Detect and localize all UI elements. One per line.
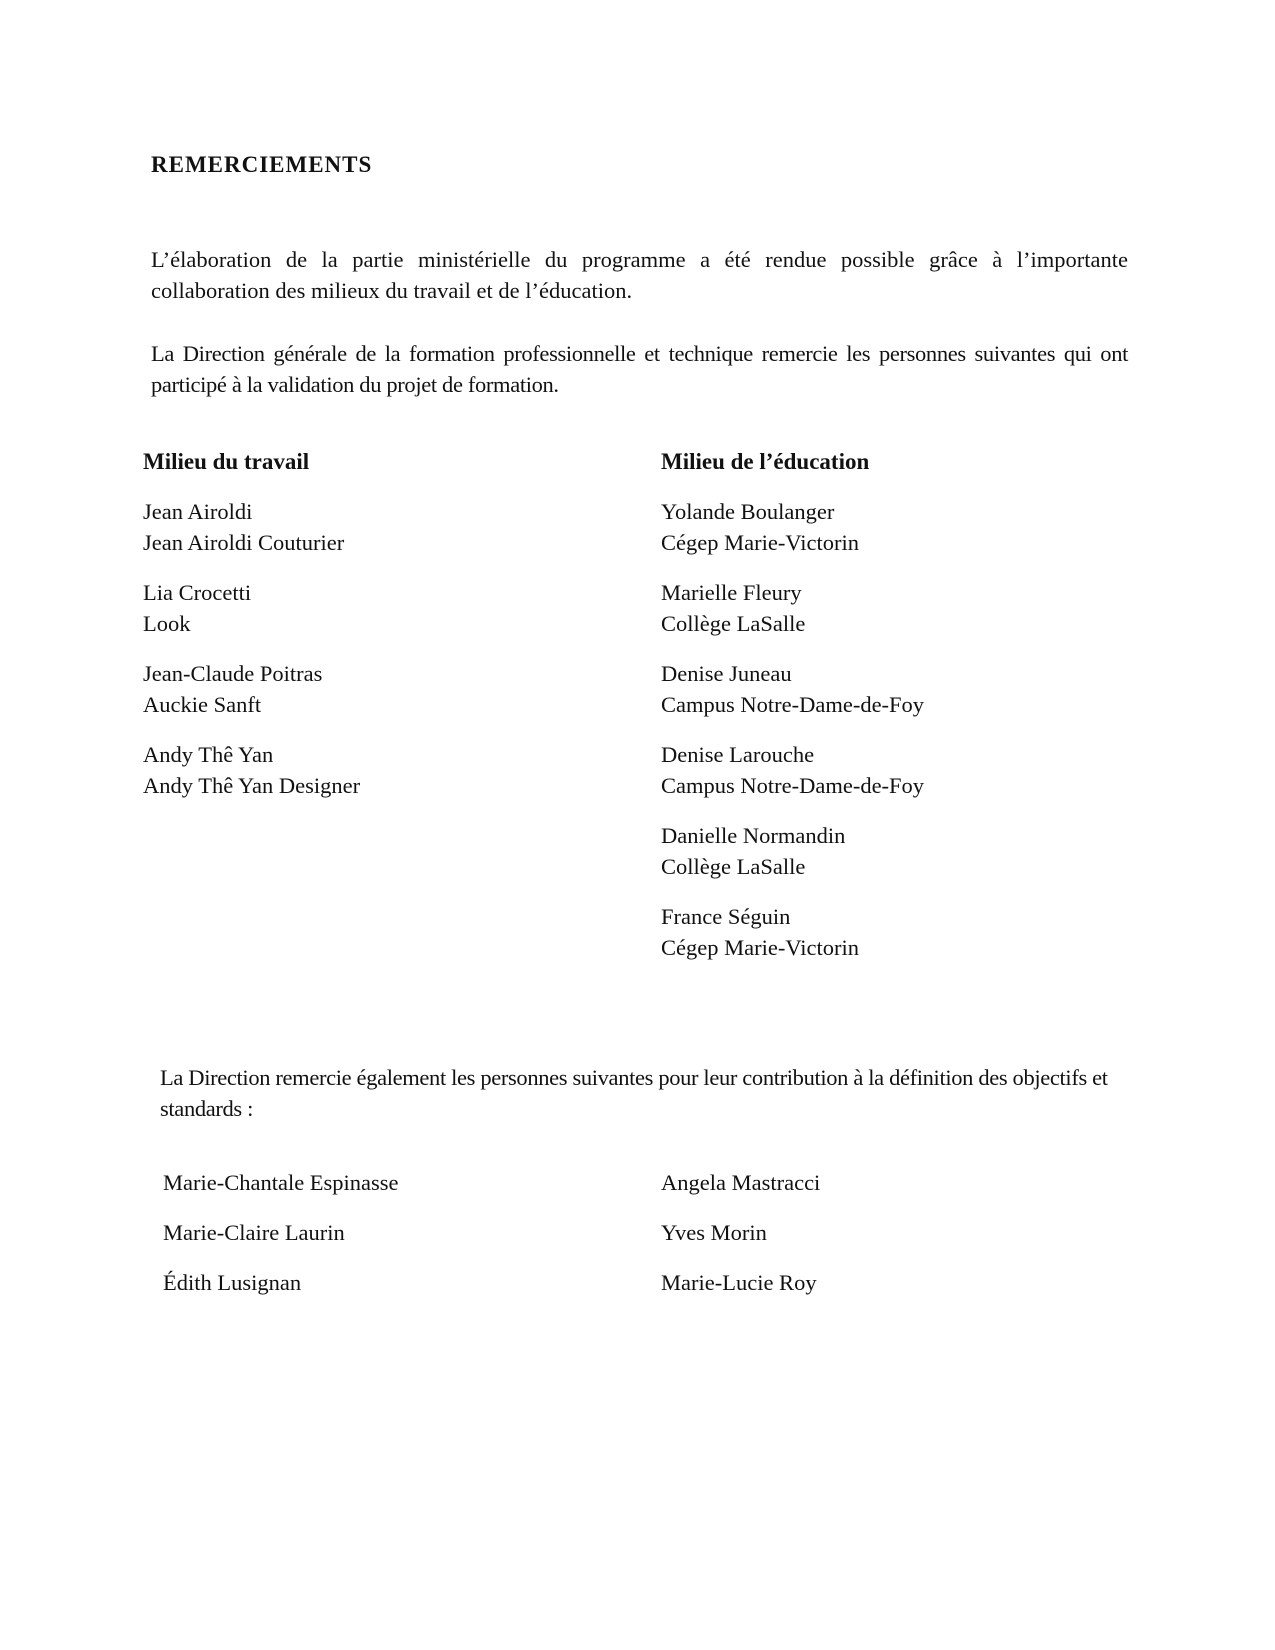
person-name: Marie-Chantale Espinasse bbox=[163, 1170, 399, 1195]
entry-organization: Auckie Sanft bbox=[143, 692, 262, 717]
education-entry bbox=[661, 739, 924, 801]
person-name: Marie-Claire Laurin bbox=[163, 1220, 345, 1245]
education-entry bbox=[661, 820, 924, 882]
entry-name: Danielle Normandin bbox=[661, 823, 846, 848]
person-name: Marie-Lucie Roy bbox=[661, 1270, 817, 1295]
person-name: Angela Mastracci bbox=[661, 1170, 821, 1195]
person-name: Yves Morin bbox=[661, 1220, 767, 1245]
entry-name: Marielle Fleury bbox=[661, 580, 802, 605]
entry-name: Yolande Boulanger bbox=[661, 499, 835, 524]
entry-organization: Andy Thê Yan Designer bbox=[143, 773, 361, 798]
entry-organization: Collège LaSalle bbox=[661, 854, 806, 879]
intro-paragraph-1: L’élaboration de la partie ministérielle du programme a été rendue possible grâce à l’importante collaboration des milieux du travail et de l’éducation. bbox=[151, 247, 1128, 303]
entry-organization: Cégep Marie-Victorin bbox=[661, 530, 859, 555]
person-name: Édith Lusignan bbox=[163, 1270, 302, 1295]
travail-entry bbox=[143, 658, 360, 720]
entry-name: Jean-Claude Poitras bbox=[143, 661, 323, 686]
entry-organization: Look bbox=[143, 611, 191, 636]
education-entry bbox=[661, 658, 924, 720]
objectifs-list-right bbox=[661, 1167, 820, 1317]
milieu-travail-column bbox=[143, 446, 360, 820]
entry-organization: Collège LaSalle bbox=[661, 611, 806, 636]
education-entry bbox=[661, 577, 924, 639]
milieu-education-column bbox=[661, 446, 924, 982]
entry-name: Jean Airoldi bbox=[143, 499, 253, 524]
entry-name: France Séguin bbox=[661, 904, 791, 929]
objectifs-paragraph: La Direction remercie également les personnes suivantes pour leur contribution à la définition des objectifs et standards : bbox=[160, 1065, 1108, 1121]
milieu-education-heading: Milieu de l’éducation bbox=[661, 449, 870, 474]
intro-paragraph-2: La Direction générale de la formation professionnelle et technique remercie les personnes suivantes qui ont participé à la validation du projet de formation. bbox=[151, 341, 1128, 397]
education-entry bbox=[661, 901, 924, 963]
entry-organization: Campus Notre-Dame-de-Foy bbox=[661, 692, 925, 717]
travail-entry bbox=[143, 739, 360, 801]
entry-organization: Cégep Marie-Victorin bbox=[661, 935, 859, 960]
milieu-travail-heading: Milieu du travail bbox=[143, 449, 310, 474]
entry-name: Andy Thê Yan bbox=[143, 742, 274, 767]
page-title: REMERCIEMENTS bbox=[151, 152, 373, 177]
travail-entry bbox=[143, 496, 360, 558]
travail-entry bbox=[143, 577, 360, 639]
objectifs-list-left bbox=[163, 1167, 399, 1317]
entry-organization: Campus Notre-Dame-de-Foy bbox=[661, 773, 925, 798]
entry-name: Denise Larouche bbox=[661, 742, 815, 767]
education-entry bbox=[661, 496, 924, 558]
entry-name: Lia Crocetti bbox=[143, 580, 252, 605]
entry-name: Denise Juneau bbox=[661, 661, 792, 686]
entry-organization: Jean Airoldi Couturier bbox=[143, 530, 345, 555]
